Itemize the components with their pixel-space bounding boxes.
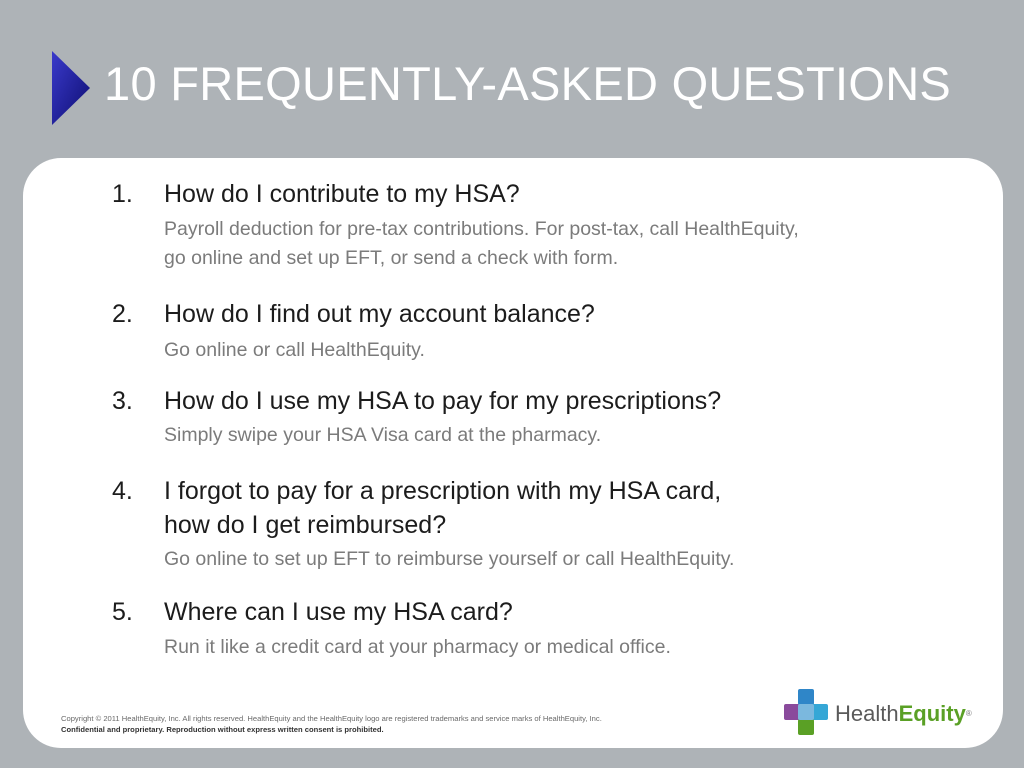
faq-number: 1. — [112, 180, 133, 208]
faq-answer-line: Go online to set up EFT to reimburse yourself or call HealthEquity. — [164, 548, 735, 570]
faq-number: 3. — [112, 387, 133, 415]
title-arrow-icon — [52, 51, 92, 125]
logo-trademark: ® — [965, 709, 972, 718]
faq-answer-line: Go online or call HealthEquity. — [164, 339, 425, 361]
footer-confidential: Confidential and proprietary. Reproduction without express written consent is prohibited. — [61, 725, 384, 734]
faq-question: How do I contribute to my HSA? — [164, 180, 520, 208]
content-card — [23, 158, 1003, 748]
healthequity-cross-icon — [783, 688, 829, 736]
faq-answer — [164, 215, 934, 273]
faq-answer — [164, 336, 934, 365]
logo-word-equity: Equity — [898, 701, 966, 726]
faq-answer-line: Simply swipe your HSA Visa card at the pharmacy. — [164, 424, 602, 446]
faq-answer — [164, 545, 934, 574]
faq-question: Where can I use my HSA card? — [164, 598, 513, 626]
slide-title: 10 FREQUENTLY-ASKED QUESTIONS — [104, 57, 952, 110]
faq-answer-line: go online and set up EFT, or send a check with form. — [164, 247, 619, 269]
faq-number: 2. — [112, 300, 133, 328]
faq-answer — [164, 633, 934, 662]
faq-number: 4. — [112, 477, 133, 505]
faq-question-line: I forgot to pay for a prescription with my HSA card, — [164, 477, 722, 505]
faq-answer-line: Payroll deduction for pre-tax contributions. For post-tax, call HealthEquity, — [164, 218, 799, 240]
faq-number: 5. — [112, 598, 133, 626]
footer-copyright: Copyright © 2011 HealthEquity, Inc. All rights reserved. HealthEquity and the HealthEquity logo are registered trademarks and service marks of HealthEquity, Inc. — [61, 714, 602, 723]
faq-question-line: how do I get reimbursed? — [164, 511, 447, 539]
faq-answer-line: Run it like a credit card at your pharmacy or medical office. — [164, 636, 671, 658]
faq-answer — [164, 421, 934, 450]
faq-list — [23, 158, 1003, 748]
faq-question: How do I use my HSA to pay for my prescriptions? — [164, 387, 722, 415]
healthequity-logo — [783, 688, 983, 738]
healthequity-wordmark — [835, 702, 972, 726]
logo-word-health: Health — [835, 701, 899, 726]
faq-question: How do I find out my account balance? — [164, 300, 595, 328]
faq-question — [164, 474, 924, 542]
